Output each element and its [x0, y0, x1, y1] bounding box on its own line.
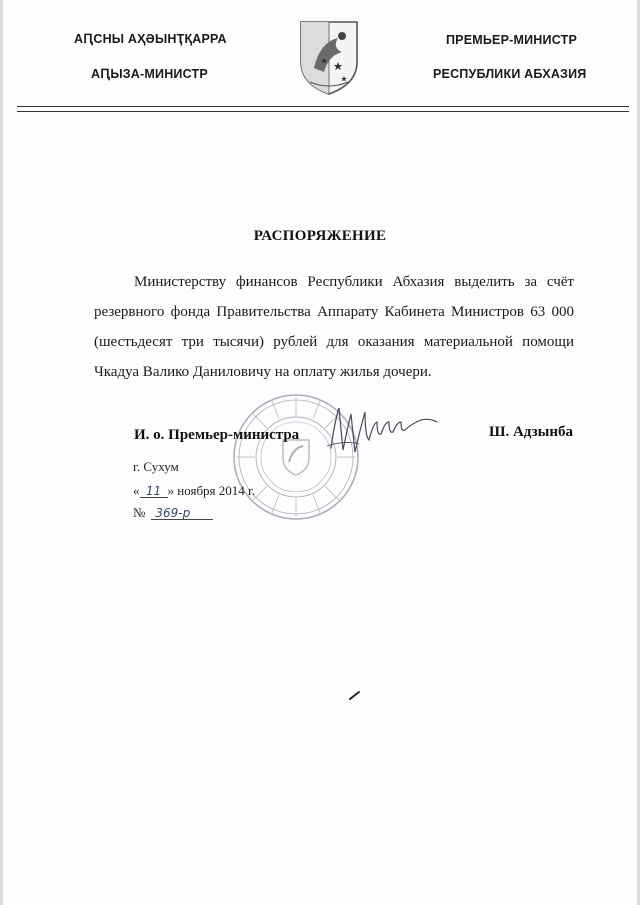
header-right-line2: РЕСПУБЛИКИ АБХАЗИЯ — [433, 67, 587, 81]
document-number — [133, 505, 213, 521]
header-left-line2: АԤЫЗА-МИНИСТР — [91, 67, 208, 81]
header-rule-bottom — [17, 111, 629, 112]
date-open-quote: « — [133, 483, 140, 498]
number-value: 369-р — [151, 507, 213, 520]
header-rule-top — [17, 106, 629, 107]
signatory-role: И. о. Премьер-министра — [134, 427, 300, 443]
number-sign: № — [133, 505, 146, 520]
pen-mark — [348, 688, 362, 706]
coat-of-arms-icon — [298, 18, 360, 101]
signatory-name: Ш. Адзынба — [489, 424, 573, 440]
handwritten-signature — [325, 400, 445, 465]
document-city: г. Сухум — [133, 459, 179, 474]
date-day: 11 — [140, 485, 168, 498]
date-close-quote: » — [167, 483, 174, 498]
document-title: РАСПОРЯЖЕНИЕ — [253, 228, 387, 244]
header-left-line1: АԤСНЫ АҲӘЫНҬҚАРРА — [74, 32, 227, 46]
document-date — [133, 483, 255, 499]
document-body: Министерству финансов Республики Абхазия выделить за счёт резервного фонда Правительства Аппарату Кабинета Министров 63 000 (шестьдесят три тысячи) рублей для оказания материальной помощи Чкадуа Валико Даниловичу на оплату жилья дочери. — [94, 274, 574, 380]
date-month-year: ноября 2014 г. — [177, 483, 256, 498]
header-right-line1: ПРЕМЬЕР-МИНИСТР — [446, 33, 577, 47]
